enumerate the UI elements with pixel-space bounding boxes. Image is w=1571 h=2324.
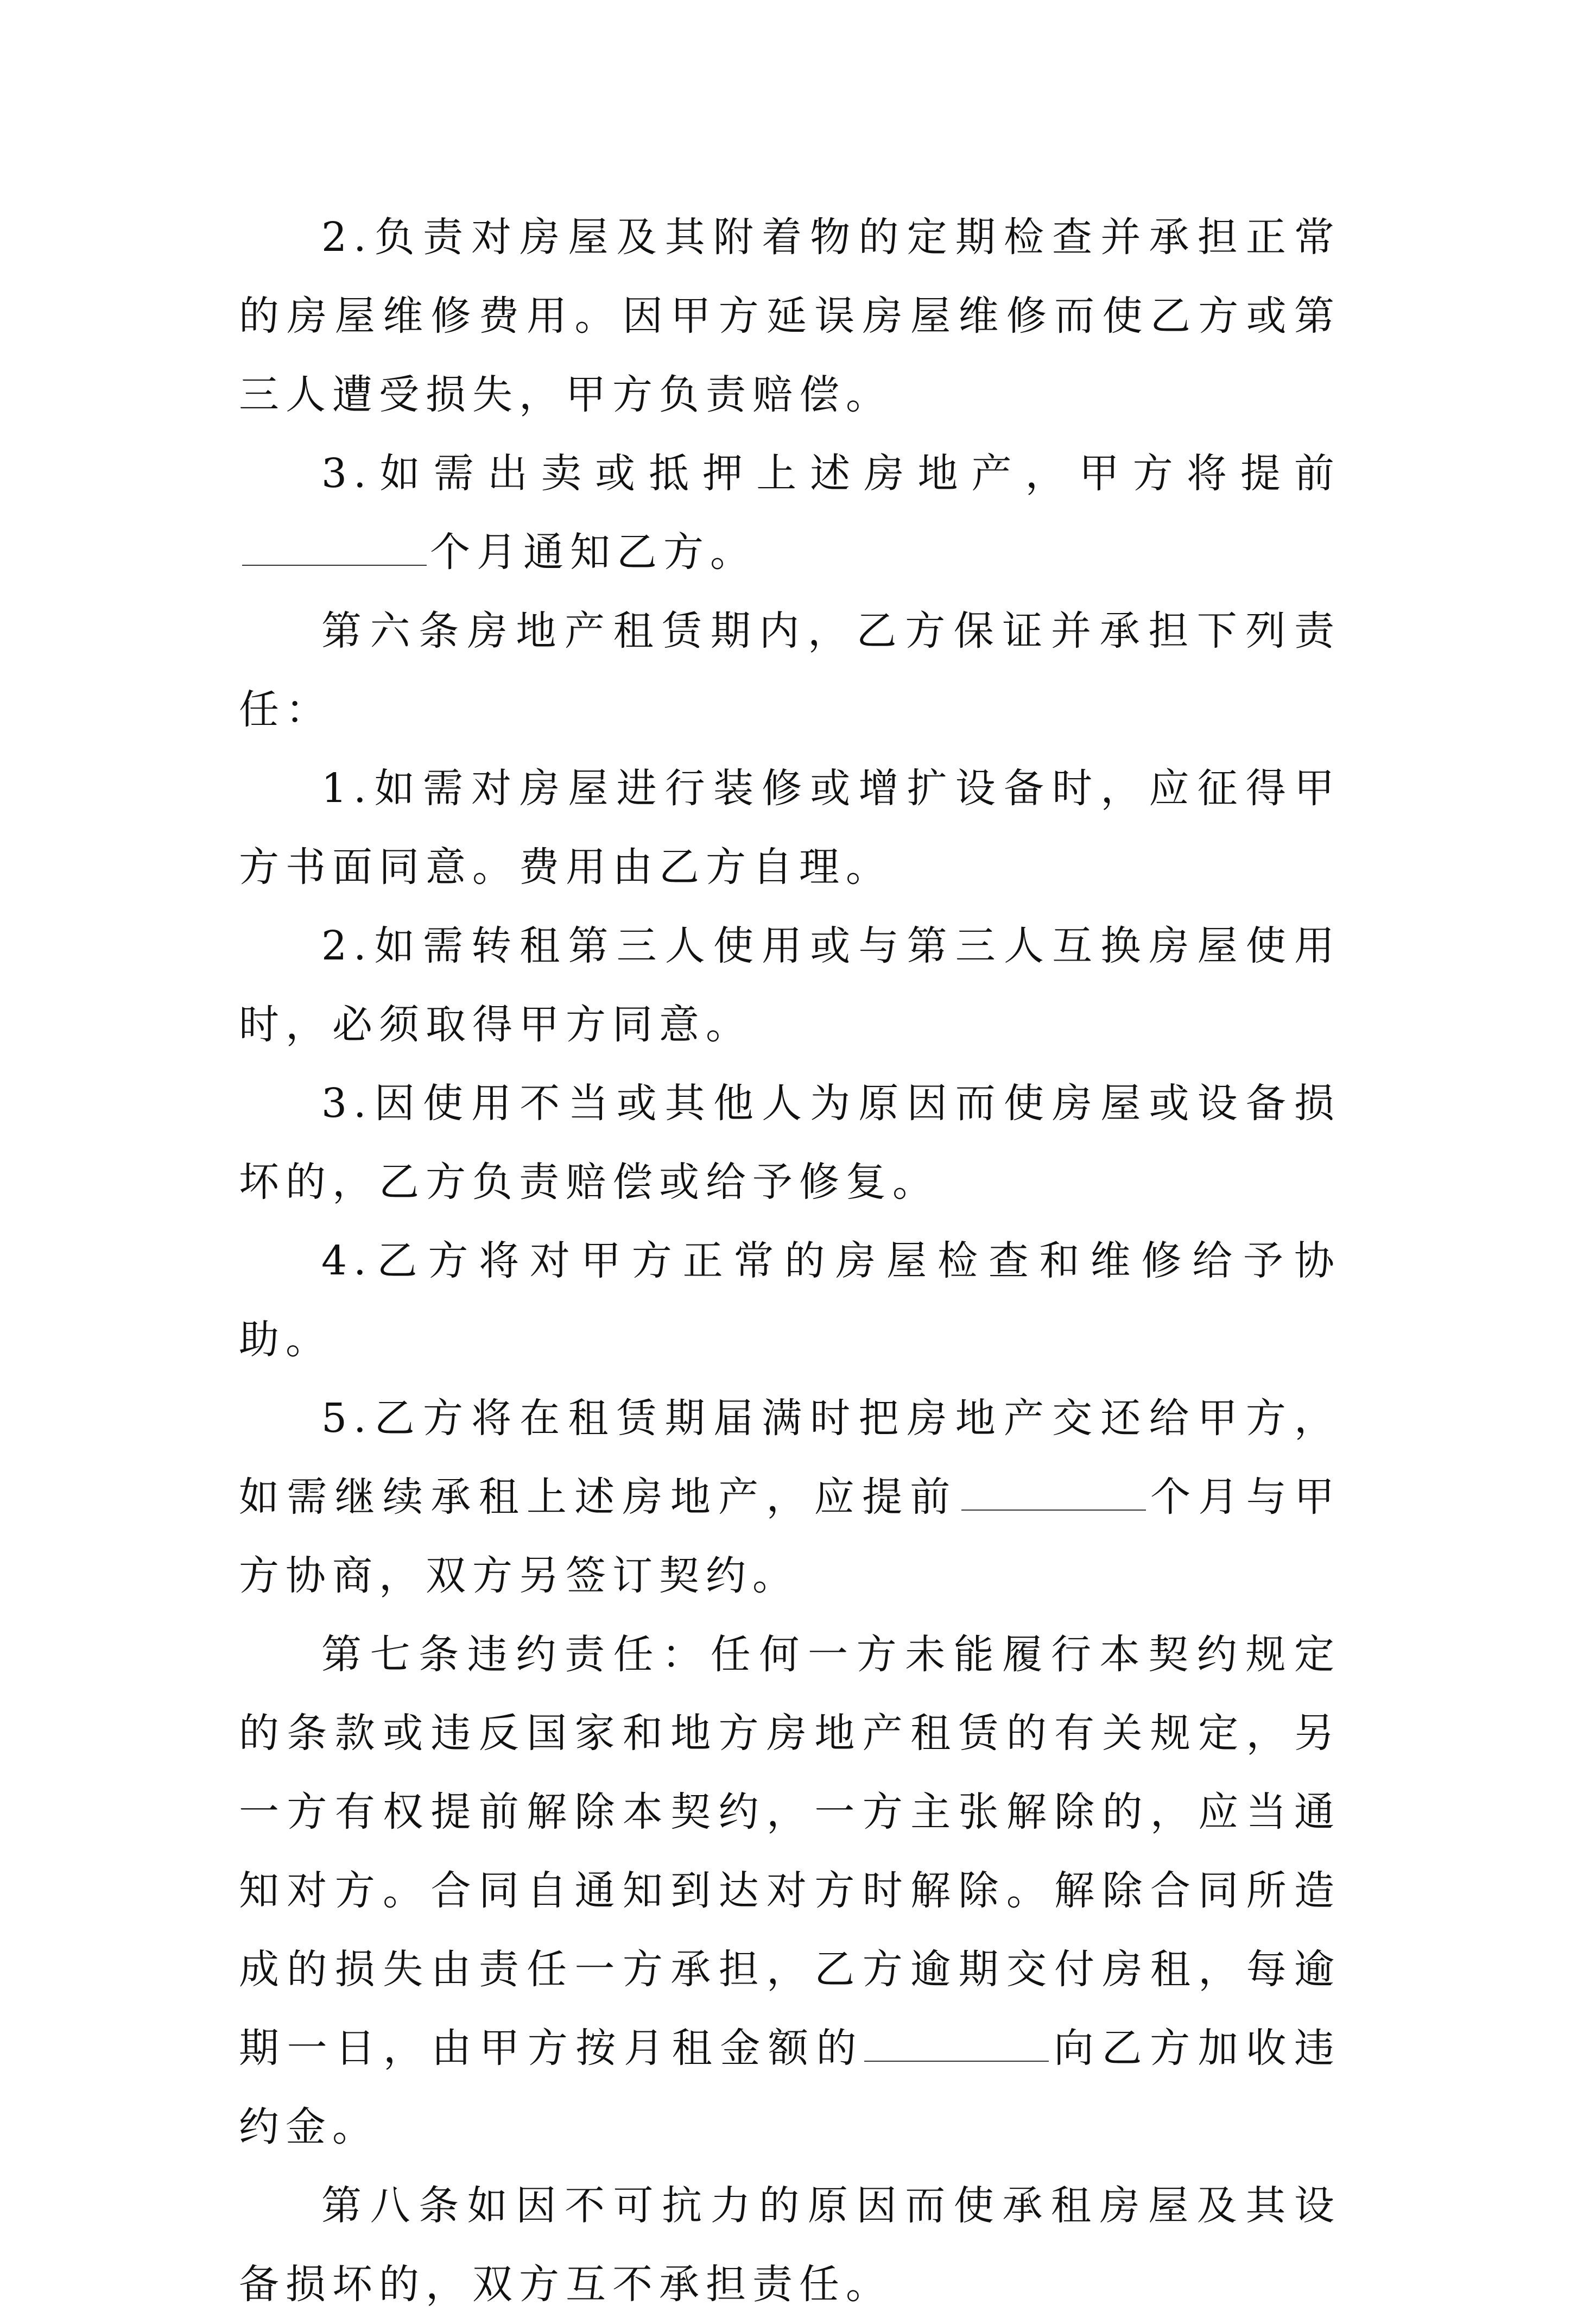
paragraph-text: 向乙方加收违约金。 <box>239 2025 1341 2150</box>
article-paragraph <box>239 1615 1341 2167</box>
fill-in-blank[interactable] <box>864 2028 1049 2062</box>
clause-paragraph <box>239 1064 1341 1222</box>
paragraph-text: 5.乙方将在租赁期届满时把房地产交还给甲方，如需继续承租上述房地产，应提前 <box>239 1395 1341 1520</box>
clause-paragraph <box>239 1379 1341 1615</box>
document-body <box>239 198 1341 2324</box>
fill-in-blank[interactable] <box>242 532 427 566</box>
paragraph-text: 1.如需对房屋进行装修或增扩设备时，应征得甲方书面同意。费用由乙方自理。 <box>239 765 1341 891</box>
clause-paragraph <box>239 1222 1341 1379</box>
paragraph-text: 3.如需出卖或抵押上述房地产，甲方将提前 <box>321 450 1341 497</box>
paragraph-text: 第六条房地产租赁期内，乙方保证并承担下列责任： <box>239 608 1341 733</box>
clause-paragraph <box>239 749 1341 907</box>
paragraph-text: 个月与甲方协商，双方另签订契约。 <box>239 1474 1341 1599</box>
article-heading-paragraph <box>239 592 1341 749</box>
clause-paragraph <box>239 434 1341 592</box>
paragraph-text: 第七条违约责任：任何一方未能履行本契约规定的条款或违反国家和地方房地产租赁的有关规定，另一方有权提前解除本契约，一方主张解除的，应当通知对方。合同自通知到达对方时解除。解除合同所造成的损失由责任一方承担，乙方逾期交付房租，每逾期一日，由甲方按月租金额的 <box>239 1631 1341 2072</box>
article-paragraph <box>239 2167 1341 2324</box>
paragraph-text: 第八条如因不可抗力的原因而使承租房屋及其设备损坏的，双方互不承担责任。 <box>239 2182 1341 2308</box>
clause-paragraph <box>239 907 1341 1064</box>
fill-in-blank[interactable] <box>961 1477 1146 1511</box>
paragraph-text: 2.如需转租第三人使用或与第三人互换房屋使用时，必须取得甲方同意。 <box>239 923 1341 1048</box>
clause-paragraph <box>239 198 1341 434</box>
paragraph-text: 4.乙方将对甲方正常的房屋检查和维修给予协助。 <box>239 1237 1341 1363</box>
paragraph-text: 2.负责对房屋及其附着物的定期检查并承担正常的房屋维修费用。因甲方延误房屋维修而使乙方或第三人遭受损失，甲方负责赔偿。 <box>239 214 1341 418</box>
paragraph-text: 3.因使用不当或其他人为原因而使房屋或设备损坏的，乙方负责赔偿或给予修复。 <box>239 1080 1341 1205</box>
paragraph-text: 个月通知乙方。 <box>430 529 757 576</box>
